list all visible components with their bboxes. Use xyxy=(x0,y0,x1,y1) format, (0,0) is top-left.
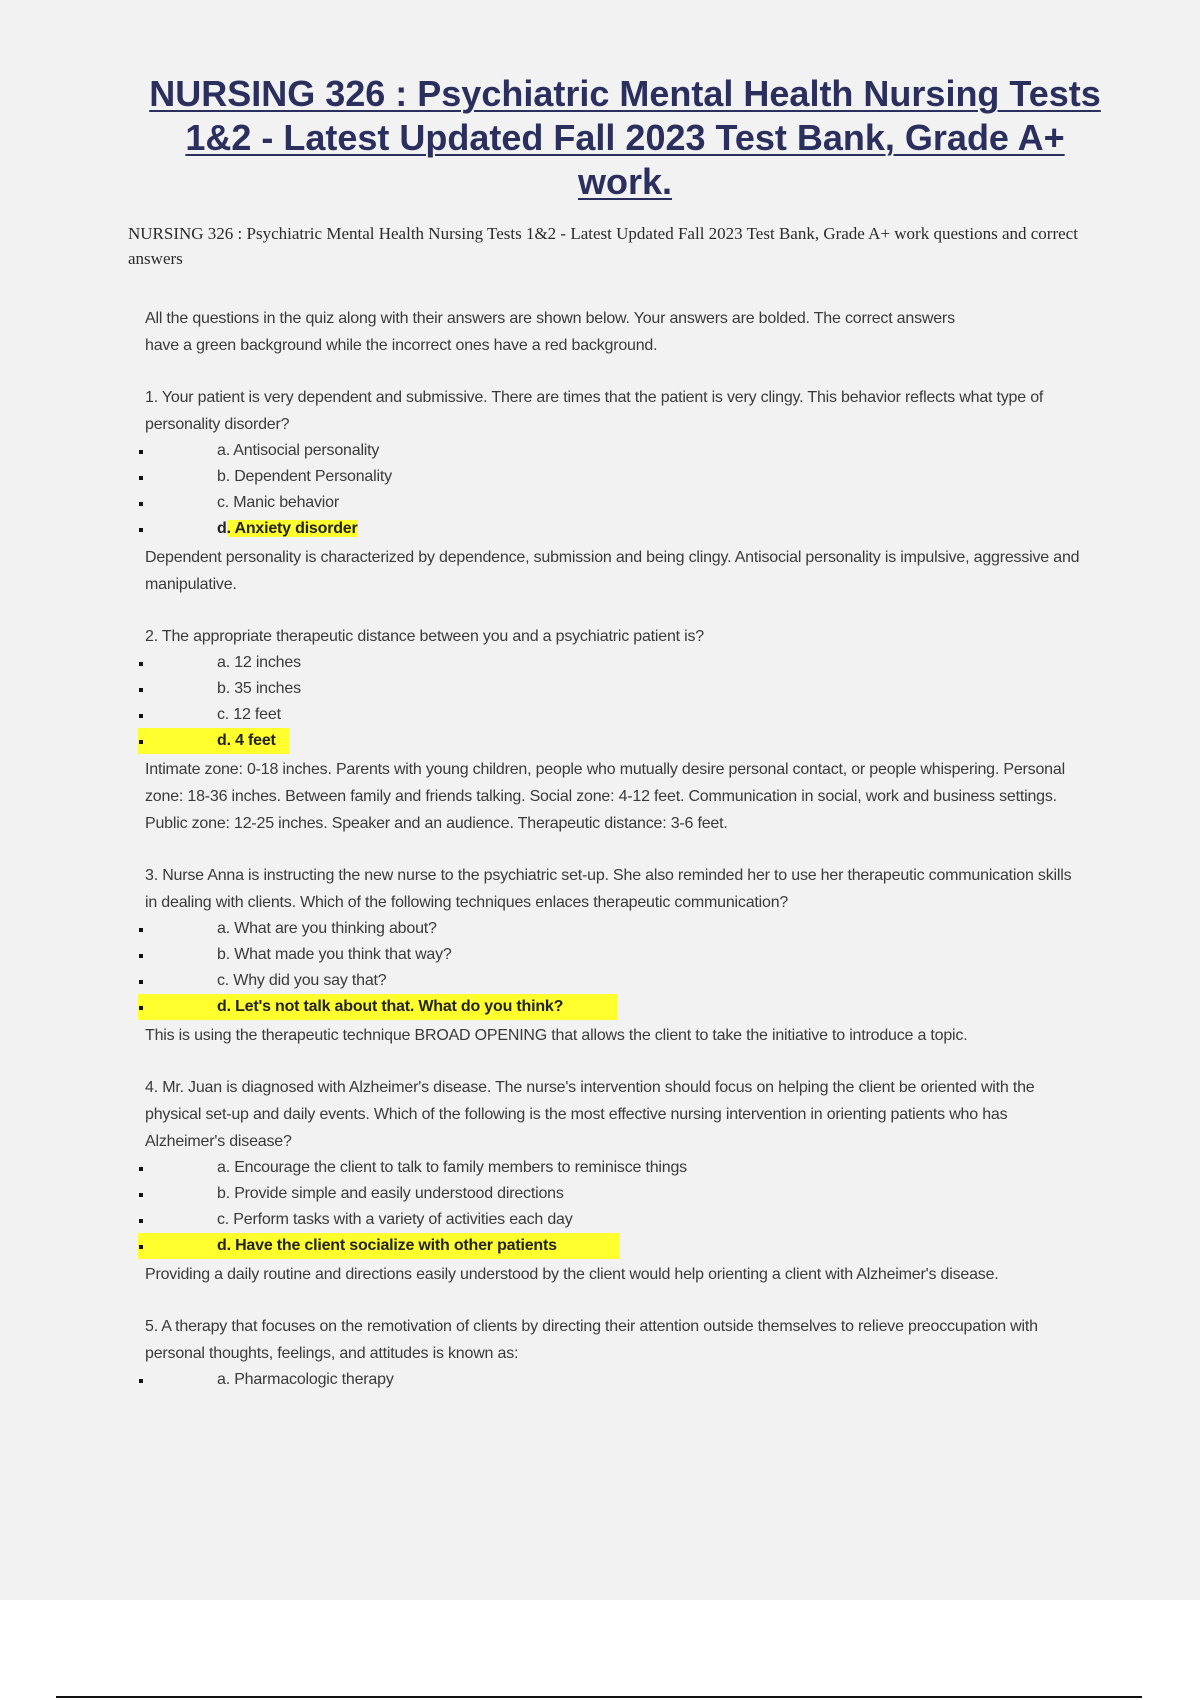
highlighted-answer: . Anxiety disorder xyxy=(226,520,358,537)
bullet-icon xyxy=(139,1167,143,1171)
rationale-text: Dependent personality is characterized by dependence, submission and being clingy. Antisocial personality is impulsive, aggressive and manipulative. xyxy=(145,549,1080,593)
option-b xyxy=(145,464,1085,490)
document-subtitle: NURSING 326 : Psychiatric Mental Health Nursing Tests 1&2 - Latest Updated Fall 2023 Test Bank, Grade A+ work questions and correct answers xyxy=(128,224,1078,268)
bullet-icon xyxy=(139,476,143,480)
option-b xyxy=(145,942,1085,968)
option-c xyxy=(145,490,1085,516)
bullet-icon xyxy=(139,688,143,692)
option-label: a. Encourage the client to talk to family members to reminisce things xyxy=(217,1159,687,1176)
option-d-selected xyxy=(145,516,1085,542)
question-text: 4. Mr. Juan is diagnosed with Alzheimer's disease. The nurse's intervention should focus on helping the client be oriented with the physical set-up and daily events. Which of the following is the most effective nursing intervention in orienting patients who has Alzheimer's disease? xyxy=(145,1079,1035,1150)
quiz-content xyxy=(145,305,1085,1418)
option-label: d. Let's not talk about that. What do you think? xyxy=(217,998,564,1015)
quiz-intro: All the questions in the quiz along with their answers are shown below. Your answers are bolded. The correct answers have a green background while the incorrect ones have a red background. xyxy=(145,310,955,354)
bullet-icon xyxy=(139,980,143,984)
question-2 xyxy=(145,623,1085,837)
rationale-text: This is using the therapeutic technique BROAD OPENING that allows the client to take the initiative to introduce a topic. xyxy=(145,1027,968,1044)
option-a xyxy=(145,438,1085,464)
option-a xyxy=(145,916,1085,942)
option-label: c. Manic behavior xyxy=(217,494,339,511)
options-list xyxy=(145,438,1085,542)
bullet-icon xyxy=(139,528,143,532)
document-title: NURSING 326 : Psychiatric Mental Health Nursing Tests 1&2 - Latest Updated Fall 2023 Test Bank, Grade A+ work. xyxy=(149,73,1101,202)
bullet-icon xyxy=(139,1193,143,1197)
bullet-icon xyxy=(139,450,143,454)
option-d-selected xyxy=(138,994,617,1020)
option-label: c. 12 feet xyxy=(217,706,281,723)
bullet-icon xyxy=(139,1219,143,1223)
option-label xyxy=(217,516,358,542)
question-text: 3. Nurse Anna is instructing the new nurse to the psychiatric set-up. She also reminded her to use her therapeutic communication skills in dealing with clients. Which of the following techniques enlaces therapeutic communication? xyxy=(145,867,1072,911)
options-list xyxy=(145,1367,1085,1393)
option-label: d. 4 feet xyxy=(217,732,276,749)
options-list xyxy=(145,916,1085,1020)
option-label: a. 12 inches xyxy=(217,654,301,671)
bullet-icon xyxy=(139,714,143,718)
bullet-icon xyxy=(139,928,143,932)
option-b xyxy=(145,676,1085,702)
bullet-icon xyxy=(139,1379,143,1383)
question-4 xyxy=(145,1074,1085,1288)
option-label: b. Provide simple and easily understood directions xyxy=(217,1185,564,1202)
question-text: 2. The appropriate therapeutic distance between you and a psychiatric patient is? xyxy=(145,628,704,645)
option-label: b. Dependent Personality xyxy=(217,468,392,485)
option-label: c. Perform tasks with a variety of activities each day xyxy=(217,1211,573,1228)
bullet-icon xyxy=(139,662,143,666)
option-c xyxy=(145,968,1085,994)
options-list xyxy=(145,1155,1085,1259)
bullet-icon xyxy=(139,954,143,958)
option-a xyxy=(145,1155,1085,1181)
option-label: b. What made you think that way? xyxy=(217,946,452,963)
bullet-icon xyxy=(139,502,143,506)
option-c xyxy=(145,1207,1085,1233)
question-3 xyxy=(145,862,1085,1049)
bullet-icon xyxy=(139,1006,143,1010)
bullet-icon xyxy=(139,1245,143,1249)
options-list xyxy=(145,650,1085,754)
option-b xyxy=(145,1181,1085,1207)
bullet-icon xyxy=(139,740,143,744)
option-label: a. Pharmacologic therapy xyxy=(217,1371,394,1388)
page-divider xyxy=(56,1696,1142,1698)
option-prefix: d xyxy=(217,520,227,537)
rationale-text: Providing a daily routine and directions easily understood by the client would help orienting a client with Alzheimer's disease. xyxy=(145,1266,999,1283)
option-label: c. Why did you say that? xyxy=(217,972,387,989)
question-text: 5. A therapy that focuses on the remotivation of clients by directing their attention outside themselves to relieve preoccupation with personal thoughts, feelings, and attitudes is known as: xyxy=(145,1318,1038,1362)
option-a xyxy=(145,650,1085,676)
question-5 xyxy=(145,1313,1085,1393)
option-label: b. 35 inches xyxy=(217,680,301,697)
option-a xyxy=(145,1367,1085,1393)
option-label: a. What are you thinking about? xyxy=(217,920,437,937)
option-d-selected xyxy=(138,728,289,754)
option-label: a. Antisocial personality xyxy=(217,442,380,459)
option-d-selected xyxy=(138,1233,620,1259)
question-text: 1. Your patient is very dependent and submissive. There are times that the patient is very clingy. This behavior reflects what type of personality disorder? xyxy=(145,389,1044,433)
option-label: d. Have the client socialize with other patients xyxy=(217,1237,557,1254)
option-c xyxy=(145,702,1085,728)
rationale-text: Intimate zone: 0-18 inches. Parents with young children, people who mutually desire personal contact, or people whispering. Personal zone: 18-36 inches. Between family and friends talking. Social zone: 4-12 feet. Communication in social, work and business settings. Public zone: 12-25 inches. Speaker and an audience. Therapeutic distance: 3-6 feet. xyxy=(145,761,1065,832)
question-1 xyxy=(145,384,1085,598)
